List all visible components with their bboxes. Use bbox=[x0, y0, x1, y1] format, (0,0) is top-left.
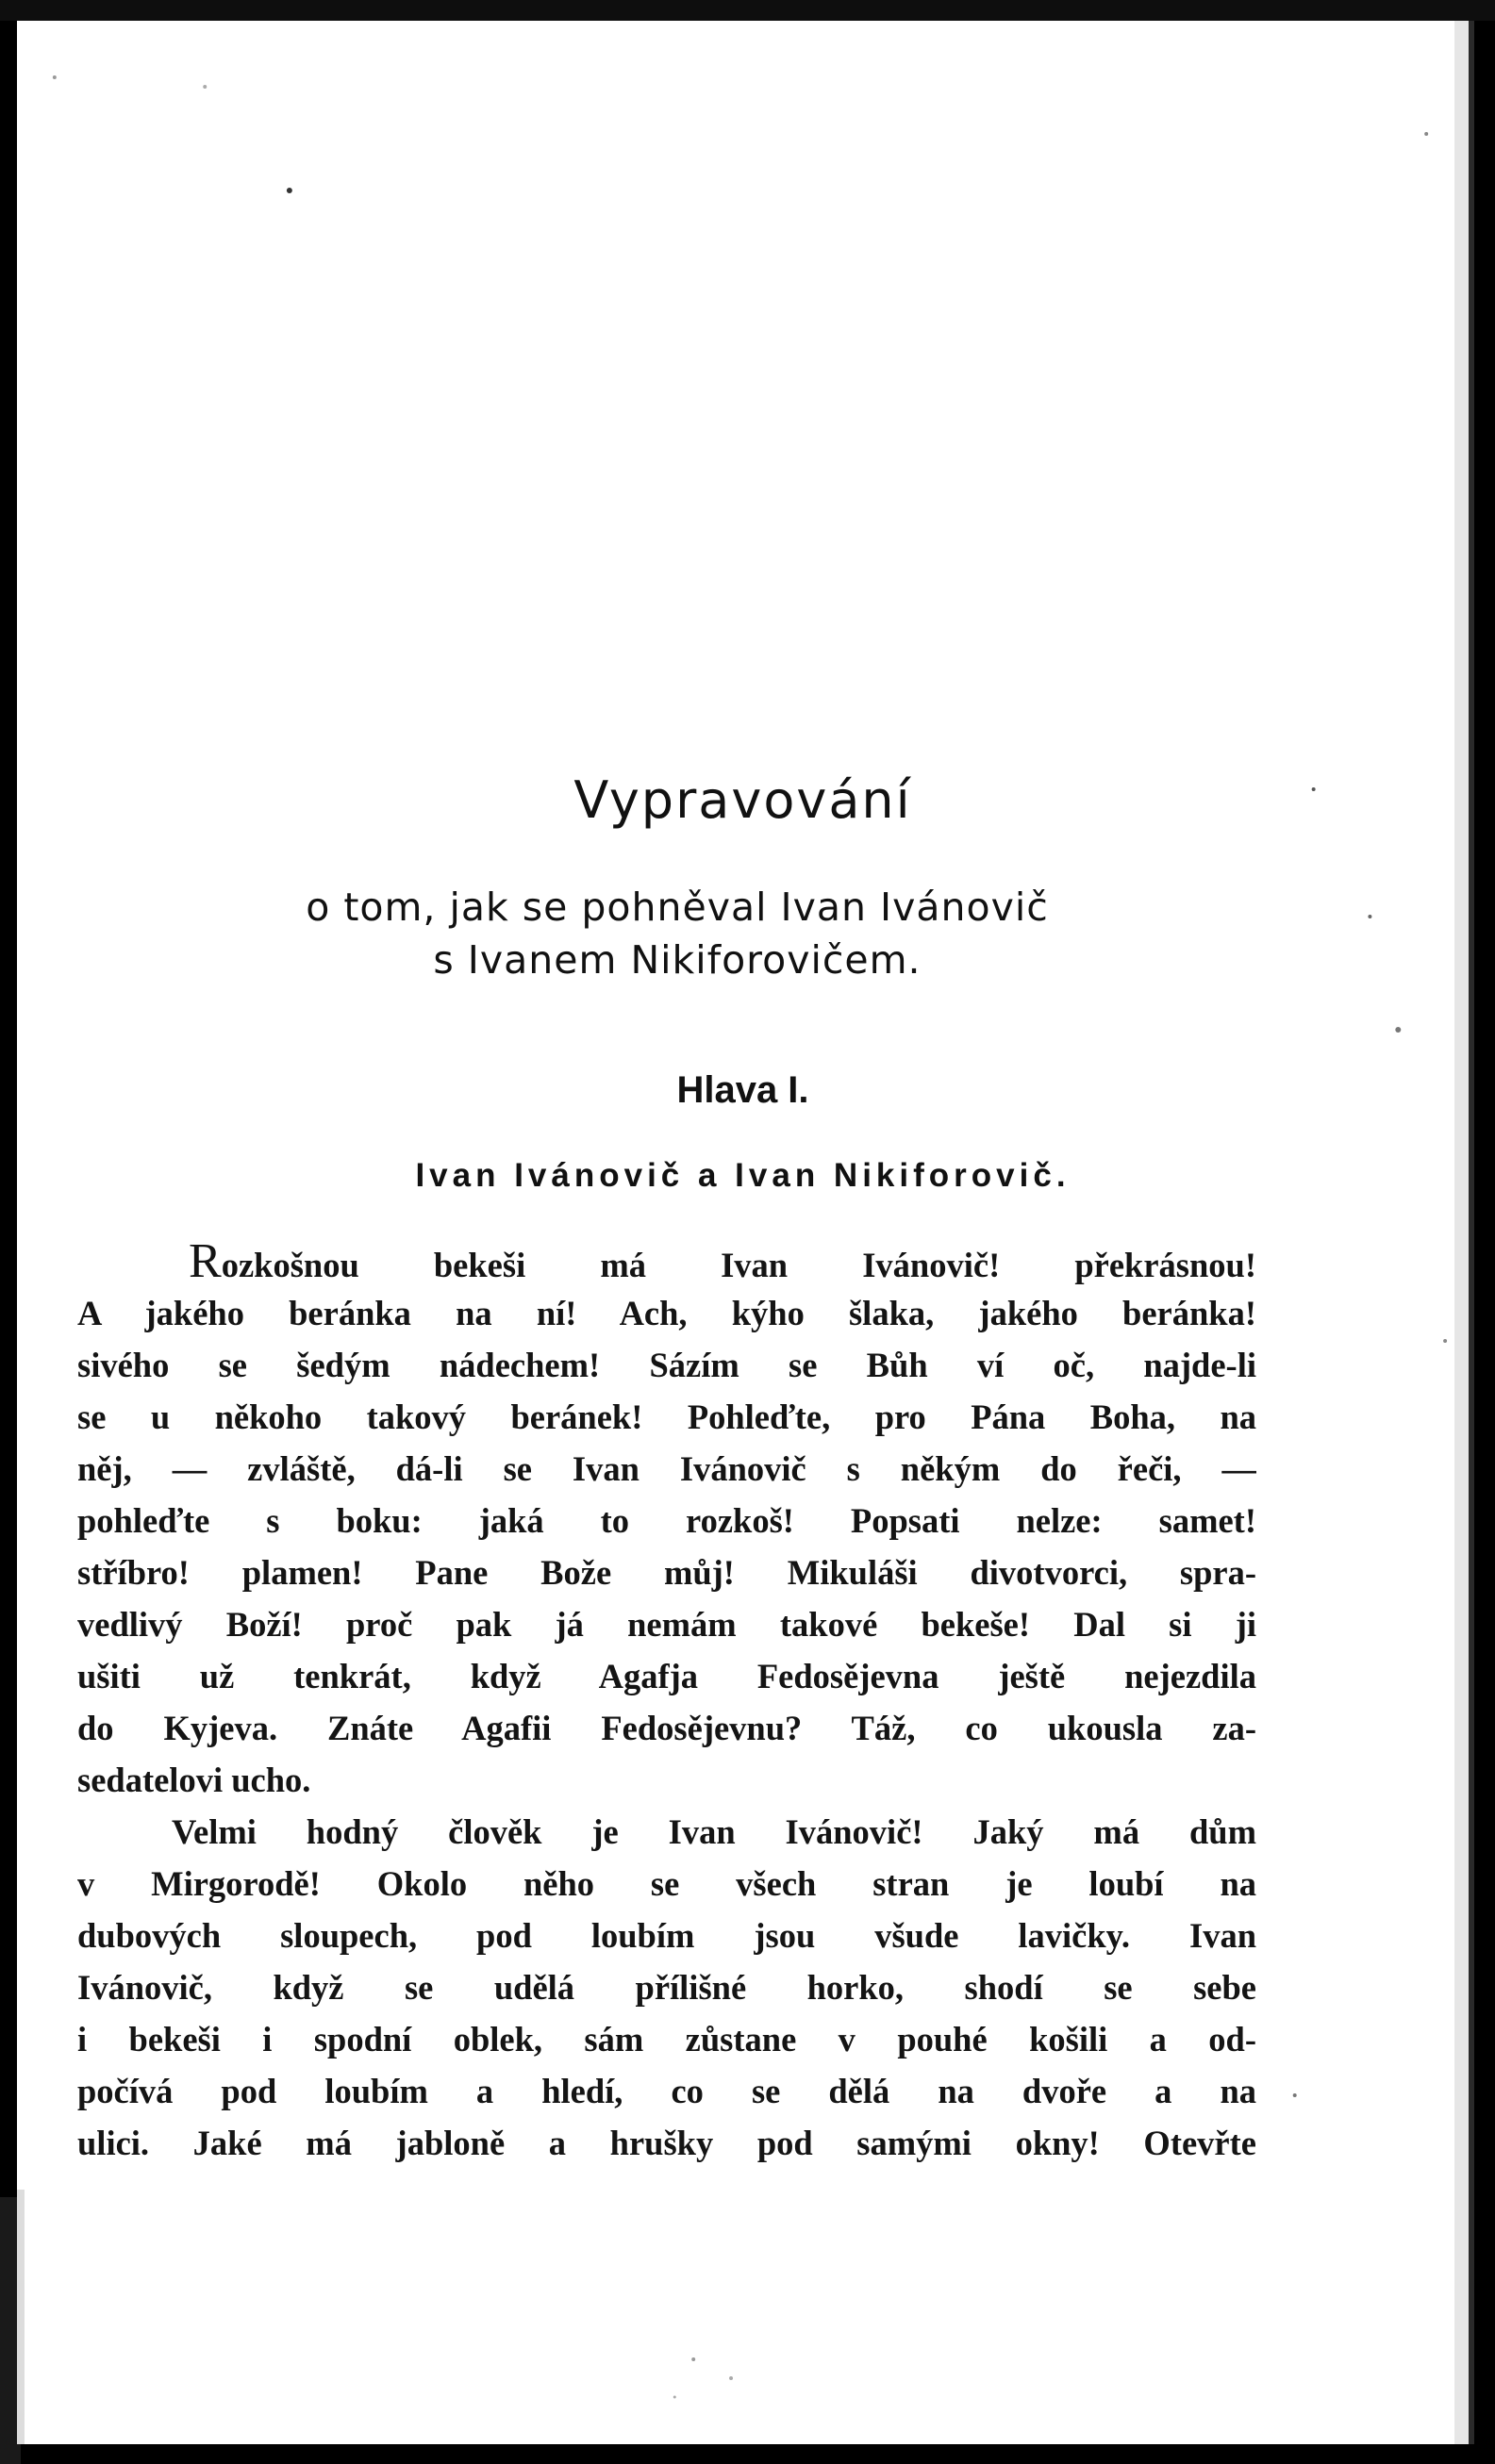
paragraph-1-line-6: pohleďte s boku: jaká to rozkoš! Popsati nelze: samet! bbox=[77, 1501, 1256, 1540]
paragraph-1-line-2: A jakého beránka na ní! Ach, kýho šlaka, jakého beránka! bbox=[77, 1294, 1256, 1332]
paragraph-2-line-7: ulici. Jaké má jabloně a hrušky pod samými okny! Otevřte bbox=[77, 2124, 1256, 2162]
body-text bbox=[77, 1235, 1256, 2169]
paragraph-1-line-7: stříbro! plamen! Pane Bože můj! Mikuláši divotvorci, spra- bbox=[77, 1553, 1256, 1592]
paragraph-2-line-4: Ivánovič, když se udělá přílišné horko, shodí se sebe bbox=[77, 1968, 1256, 2007]
subtitle-line-2: s Ivanem Nikiforovičem. bbox=[433, 937, 922, 983]
drop-cap: R bbox=[189, 1235, 222, 1287]
paragraph-1-line-10: do Kyjeva. Znáte Agafii Fedosějevnu? Táž, co ukousla za- bbox=[77, 1709, 1256, 1747]
story-subtitle bbox=[140, 881, 1215, 986]
paragraph-1-line-5: něj, — zvláště, dá-li se Ivan Ivánovič s někým do řeči, — bbox=[77, 1449, 1256, 1488]
paragraph-2-line-2: v Mirgorodě! Okolo něho se všech stran je loubí na bbox=[77, 1864, 1256, 1903]
chapter-heading: Hlava I. bbox=[676, 1069, 809, 1111]
paragraph-1-line-4: se u někoho takový beránek! Pohleďte, pro Pána Boha, na bbox=[77, 1397, 1256, 1436]
paragraph-1-line-1: Rozkošnou bekeši má Ivan Ivánovič! překrásnou! bbox=[189, 1235, 1256, 1287]
chapter-subtitle: Ivan Ivánovič a Ivan Nikiforovič. bbox=[415, 1157, 1071, 1194]
paragraph-1-line-9: ušiti už tenkrát, když Agafja Fedosějevna ještě nejezdila bbox=[77, 1657, 1256, 1695]
book-page bbox=[17, 21, 1474, 2444]
scan-top-border bbox=[0, 0, 1495, 21]
paragraph-1-line-11: sedatelovi ucho. bbox=[77, 1761, 311, 1799]
paragraph-2-line-1: Velmi hodný člověk je Ivan Ivánovič! Jaký má dům bbox=[172, 1812, 1256, 1851]
paragraph-2-line-6: počívá pod loubím a hledí, co se dělá na dvoře a na bbox=[77, 2072, 1256, 2110]
story-title: Vypravování bbox=[573, 770, 912, 830]
paragraph-2-line-3: dubových sloupech, pod loubím jsou všude lavičky. Ivan bbox=[77, 1916, 1256, 1955]
subtitle-line-1: o tom, jak se pohněval Ivan Ivánovič bbox=[306, 885, 1049, 930]
paragraph-2-line-5: i bekeši i spodní oblek, sám zůstane v pouhé košili a od- bbox=[77, 2020, 1256, 2059]
paragraph-1-line-3: sivého se šedým nádechem! Sázím se Bůh ví oč, najde-li bbox=[77, 1346, 1256, 1384]
paragraph-1-line-8: vedlivý Boží! proč pak já nemám takové bekeše! Dal si ji bbox=[77, 1605, 1256, 1644]
